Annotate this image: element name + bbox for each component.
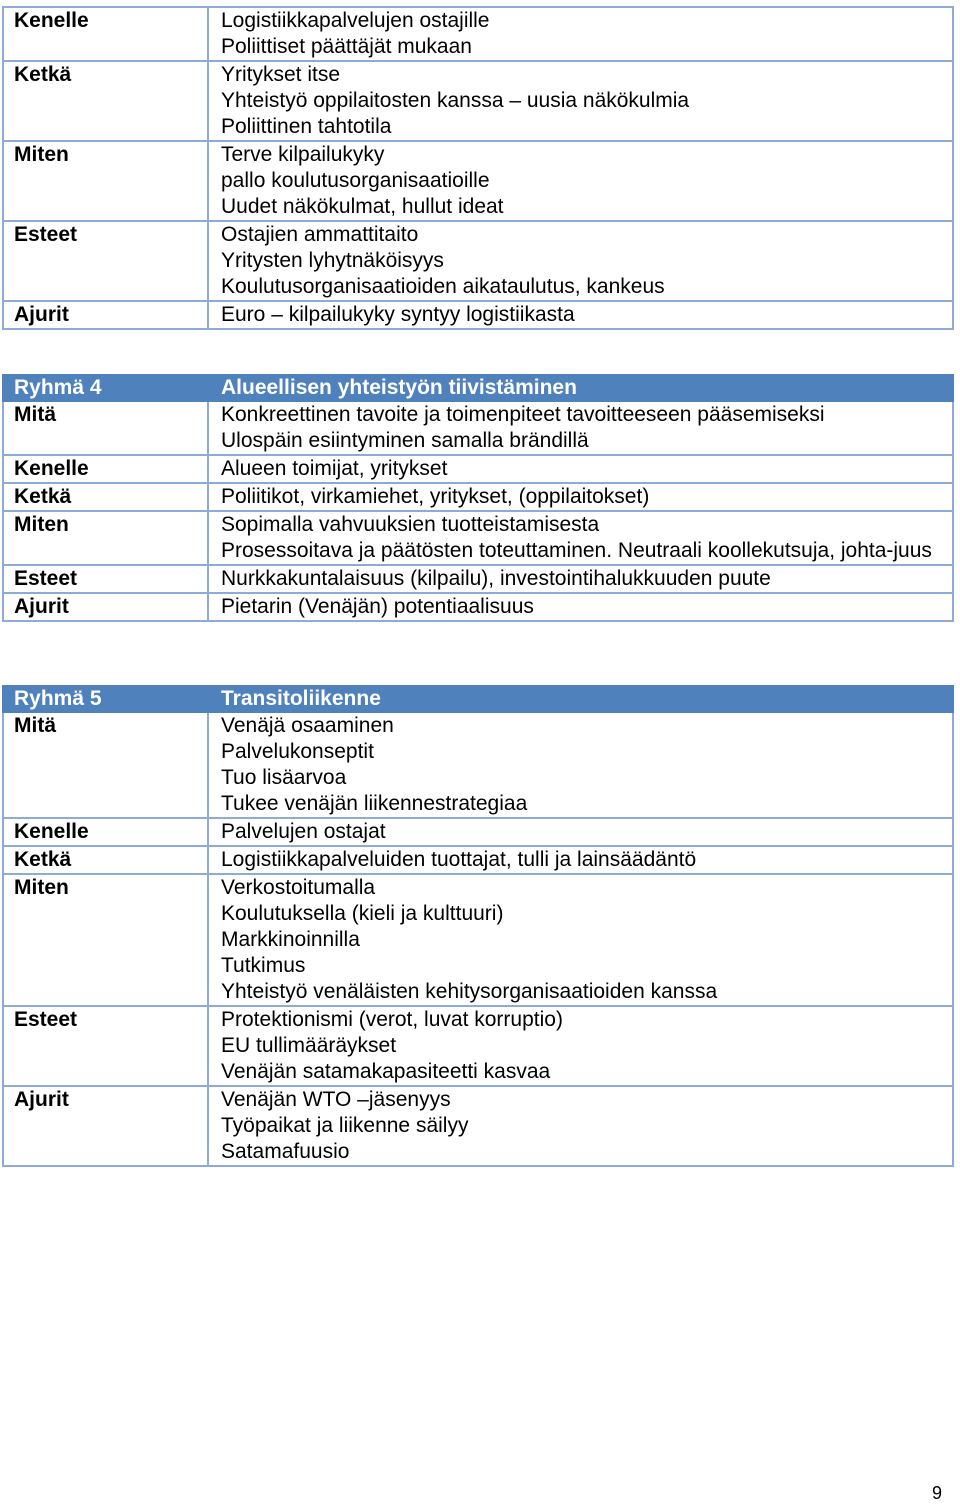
value-line: Yhteistyö venäläisten kehitysorganisaatioiden kanssa xyxy=(221,980,718,1003)
value-line: Tuo lisäarvoa xyxy=(221,766,347,789)
row-label: Esteet xyxy=(3,565,208,593)
row-value xyxy=(208,483,953,511)
row-value xyxy=(208,1006,953,1086)
value-line: Poliittiset päättäjät mukaan xyxy=(221,35,472,58)
row-value xyxy=(208,1086,953,1166)
table-row xyxy=(3,712,953,818)
row-label: Miten xyxy=(3,141,208,221)
value-line: Venäjän satamakapasiteetti kasvaa xyxy=(221,1060,551,1083)
row-label: Ketkä xyxy=(3,61,208,141)
value-line: Yritysten lyhytnäköisyys xyxy=(221,249,444,272)
row-value xyxy=(208,141,953,221)
group-title: Alueellisen yhteistyön tiivistäminen xyxy=(208,375,953,401)
value-line: Verkostoitumalla xyxy=(221,876,376,899)
table-row xyxy=(3,846,953,874)
value-line: Ostajien ammattitaito xyxy=(221,223,419,246)
value-line: Protektionismi (verot, luvat korruptio) xyxy=(221,1008,563,1031)
value-line: Palvelukonseptit xyxy=(221,740,374,763)
value-line: Tutkimus xyxy=(221,954,306,977)
table-row xyxy=(3,593,953,621)
value-line: Sopimalla vahvuuksien tuotteistamisesta xyxy=(221,513,600,536)
table-row xyxy=(3,301,953,329)
table-row xyxy=(3,483,953,511)
row-value xyxy=(208,61,953,141)
table-row xyxy=(3,221,953,301)
value-line: Prosessoitava ja päätösten toteuttaminen. Neutraali koollekutsuja, johta-juus xyxy=(221,539,932,562)
row-value xyxy=(208,593,953,621)
value-line: Poliitikot, virkamiehet, yritykset, (oppilaitokset) xyxy=(221,485,650,508)
value-line: Työpaikat ja liikenne säilyy xyxy=(221,1114,469,1137)
row-label: Miten xyxy=(3,874,208,1006)
row-value xyxy=(208,846,953,874)
value-line: Euro – kilpailukyky syntyy logistiikasta xyxy=(221,303,575,326)
row-label: Ketkä xyxy=(3,483,208,511)
row-value xyxy=(208,712,953,818)
value-line: Uudet näkökulmat, hullut ideat xyxy=(221,195,504,218)
value-line: Pietarin (Venäjän) potentiaalisuus xyxy=(221,595,534,618)
row-label: Ajurit xyxy=(3,1086,208,1166)
value-line: Yhteistyö oppilaitosten kanssa – uusia näkökulmia xyxy=(221,89,690,112)
value-line: Venäjän WTO –jäsenyys xyxy=(221,1088,451,1111)
table-kenelle-ajurit xyxy=(2,6,954,330)
row-label: Mitä xyxy=(3,401,208,455)
row-value xyxy=(208,874,953,1006)
row-value xyxy=(208,401,953,455)
group-title: Transitoliikenne xyxy=(208,686,953,712)
table-row xyxy=(3,511,953,565)
row-label: Kenelle xyxy=(3,818,208,846)
row-label: Miten xyxy=(3,511,208,565)
group-label: Ryhmä 5 xyxy=(3,686,208,712)
row-label: Ketkä xyxy=(3,846,208,874)
row-value xyxy=(208,221,953,301)
table-row xyxy=(3,7,953,61)
row-value xyxy=(208,455,953,483)
table-row xyxy=(3,818,953,846)
row-label: Kenelle xyxy=(3,7,208,61)
value-line: Alueen toimijat, yritykset xyxy=(221,457,448,480)
value-line: Tukee venäjän liikennestrategiaa xyxy=(221,792,528,815)
row-label: Esteet xyxy=(3,221,208,301)
row-label: Kenelle xyxy=(3,455,208,483)
table-header-row xyxy=(3,375,953,401)
row-value xyxy=(208,301,953,329)
row-label: Mitä xyxy=(3,712,208,818)
value-line: Poliittinen tahtotila xyxy=(221,115,392,138)
value-line: Venäjä osaaminen xyxy=(221,714,394,737)
table-row xyxy=(3,1006,953,1086)
value-line: Markkinoinnilla xyxy=(221,928,360,951)
table-ryhma-4 xyxy=(2,374,954,622)
group-label: Ryhmä 4 xyxy=(3,375,208,401)
value-line: Konkreettinen tavoite ja toimenpiteet tavoitteeseen pääsemiseksi xyxy=(221,403,825,426)
row-value xyxy=(208,7,953,61)
value-line: pallo koulutusorganisaatioille xyxy=(221,169,490,192)
value-line: Palvelujen ostajat xyxy=(221,820,386,843)
table-row xyxy=(3,141,953,221)
value-line: EU tullimääräykset xyxy=(221,1034,397,1057)
table-header-row xyxy=(3,686,953,712)
value-line: Satamafuusio xyxy=(221,1140,350,1163)
row-label: Ajurit xyxy=(3,593,208,621)
value-line: Logistiikkapalvelujen ostajille xyxy=(221,9,490,32)
row-value xyxy=(208,511,953,565)
value-line: Terve kilpailukyky xyxy=(221,143,385,166)
value-line: Koulutusorganisaatioiden aikataulutus, kankeus xyxy=(221,275,665,298)
table-row xyxy=(3,874,953,1006)
table-row xyxy=(3,1086,953,1166)
value-line: Ulospäin esiintyminen samalla brändillä xyxy=(221,429,589,452)
row-label: Esteet xyxy=(3,1006,208,1086)
row-value xyxy=(208,565,953,593)
table-row xyxy=(3,455,953,483)
value-line: Koulutuksella (kieli ja kulttuuri) xyxy=(221,902,504,925)
row-label: Ajurit xyxy=(3,301,208,329)
value-line: Nurkkakuntalaisuus (kilpailu), investointihalukkuuden puute xyxy=(221,567,771,590)
table-ryhma-5 xyxy=(2,685,954,1167)
page-number: 9 xyxy=(931,1483,942,1503)
table-row xyxy=(3,61,953,141)
table-row xyxy=(3,401,953,455)
table-row xyxy=(3,565,953,593)
row-value xyxy=(208,818,953,846)
value-line: Logistiikkapalveluiden tuottajat, tulli ja lainsäädäntö xyxy=(221,848,697,871)
value-line: Yritykset itse xyxy=(221,63,341,86)
